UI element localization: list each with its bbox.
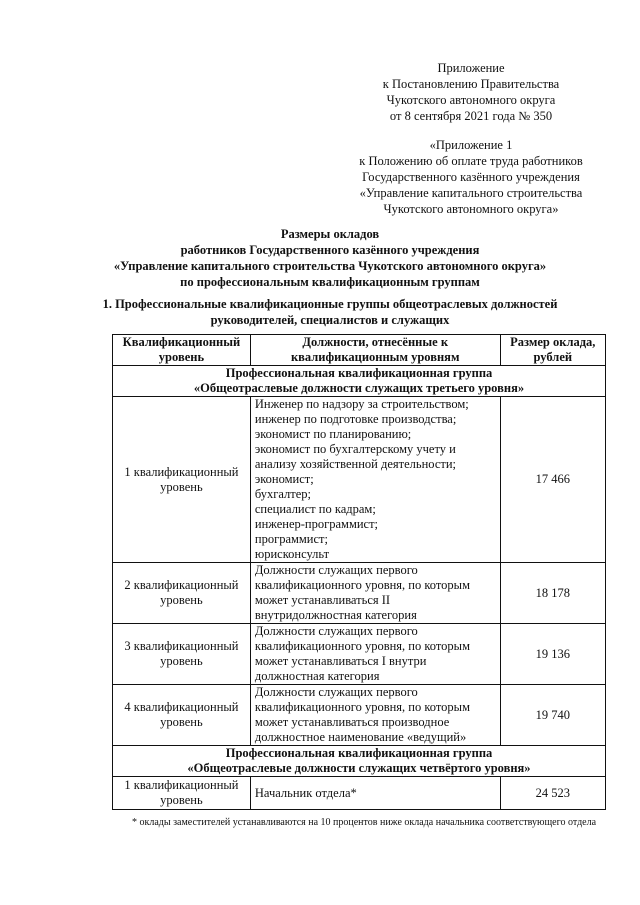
appendix-line: Приложение <box>437 61 505 75</box>
salary-cell: 19 740 <box>500 685 605 746</box>
position-line: может устанавливаться II <box>254 593 391 607</box>
title-line: «Управление капитального строительства Чукотского автономного округа» <box>113 259 547 273</box>
salary-cell: 17 466 <box>500 397 605 563</box>
position-line: должностная категория <box>254 669 380 683</box>
appendix-line: «Приложение 1 <box>429 138 513 152</box>
table-row <box>113 397 606 563</box>
appendix-line: к Постановлению Правительства <box>382 77 560 91</box>
table-row <box>113 563 606 624</box>
position-line: Должности служащих первого <box>254 685 418 699</box>
position-line: должностное наименование «ведущий» <box>254 730 467 744</box>
appendix-line: «Управление капитального строительства <box>359 186 583 200</box>
position-line: Начальник отдела* <box>254 785 357 800</box>
group-title-fourth-level <box>113 746 606 777</box>
position-line: внутридолжностная категория <box>254 608 417 622</box>
salary-rates-table <box>112 334 606 810</box>
appendix-line: Чукотского автономного округа» <box>383 202 559 216</box>
position-line: может устанавливаться I внутри <box>254 654 427 668</box>
document-title <box>60 226 600 290</box>
positions-cell <box>250 777 500 810</box>
group-title-third-level <box>113 366 606 397</box>
table-row <box>113 685 606 746</box>
footnote: * оклады заместителей устанавливаются на 10 процентов ниже оклада начальника соответствующего отдела <box>132 817 597 828</box>
salary-cell: 19 136 <box>500 624 605 685</box>
position-line: Инженер по надзору за строительством; <box>254 397 469 411</box>
level-cell: 4 квалификационный уровень <box>113 685 251 746</box>
group-row <box>113 746 606 777</box>
position-line: может устанавливаться производное <box>254 715 450 729</box>
position-line: квалификационного уровня, по которым <box>254 578 470 592</box>
group-title-line: Профессиональная квалификационная группа <box>225 746 493 760</box>
positions-cell <box>250 563 500 624</box>
table-header-row <box>113 335 606 366</box>
group-row <box>113 366 606 397</box>
position-line: экономист по бухгалтерскому учету и <box>254 442 456 456</box>
position-line: Должности служащих первого <box>254 563 418 577</box>
position-line: квалификационного уровня, по которым <box>254 639 470 653</box>
appendix-reference <box>356 60 586 124</box>
appendix-line: от 8 сентября 2021 года № 350 <box>389 109 553 123</box>
position-line: квалификационного уровня, по которым <box>254 700 470 714</box>
position-line: специалист по кадрам; <box>254 502 376 516</box>
level-cell: 1 квалификационный уровень <box>113 397 251 563</box>
section-heading: 1. Профессиональные квалификационные группы общеотраслевых должностей руководителей, специалистов и служащих <box>102 297 558 327</box>
position-line: программист; <box>254 532 328 546</box>
position-line: экономист; <box>254 472 314 486</box>
positions-cell <box>250 397 500 563</box>
salary-cell: 24 523 <box>500 777 605 810</box>
level-cell: 3 квалификационный уровень <box>113 624 251 685</box>
title-line: по профессиональным квалификационным группам <box>180 275 480 289</box>
appendix-line: к Положению об оплате труда работников <box>359 154 583 168</box>
positions-cell <box>250 685 500 746</box>
title-line: работников Государственного казённого учреждения <box>180 243 480 257</box>
appendix-one-reference <box>346 137 596 217</box>
group-title-line: «Общеотраслевые должности служащих четвёртого уровня» <box>187 761 531 775</box>
appendix-line: Чукотского автономного округа <box>386 93 556 107</box>
position-line: юрисконсульт <box>254 547 330 561</box>
header-positions: Должности, отнесённые к квалификационным уровням <box>250 335 500 366</box>
level-cell: 1 квалификационный уровень <box>113 777 251 810</box>
title-line: Размеры окладов <box>280 227 380 241</box>
salary-cell: 18 178 <box>500 563 605 624</box>
position-line: экономист по планированию; <box>254 427 412 441</box>
table-row <box>113 777 606 810</box>
position-line: инженер по подготовке производства; <box>254 412 457 426</box>
appendix-line: Государственного казённого учреждения <box>362 170 580 184</box>
header-qualification-level: Квалификационный уровень <box>113 335 251 366</box>
table-row <box>113 624 606 685</box>
position-line: Должности служащих первого <box>254 624 418 638</box>
position-line: инженер-программист; <box>254 517 379 531</box>
group-title-line: Профессиональная квалификационная группа <box>225 366 493 380</box>
group-title-line: «Общеотраслевые должности служащих третьего уровня» <box>193 381 525 395</box>
header-salary: Размер оклада, рублей <box>500 335 605 366</box>
position-line: анализу хозяйственной деятельности; <box>254 457 457 471</box>
position-line: бухгалтер; <box>254 487 312 501</box>
positions-cell <box>250 624 500 685</box>
level-cell: 2 квалификационный уровень <box>113 563 251 624</box>
